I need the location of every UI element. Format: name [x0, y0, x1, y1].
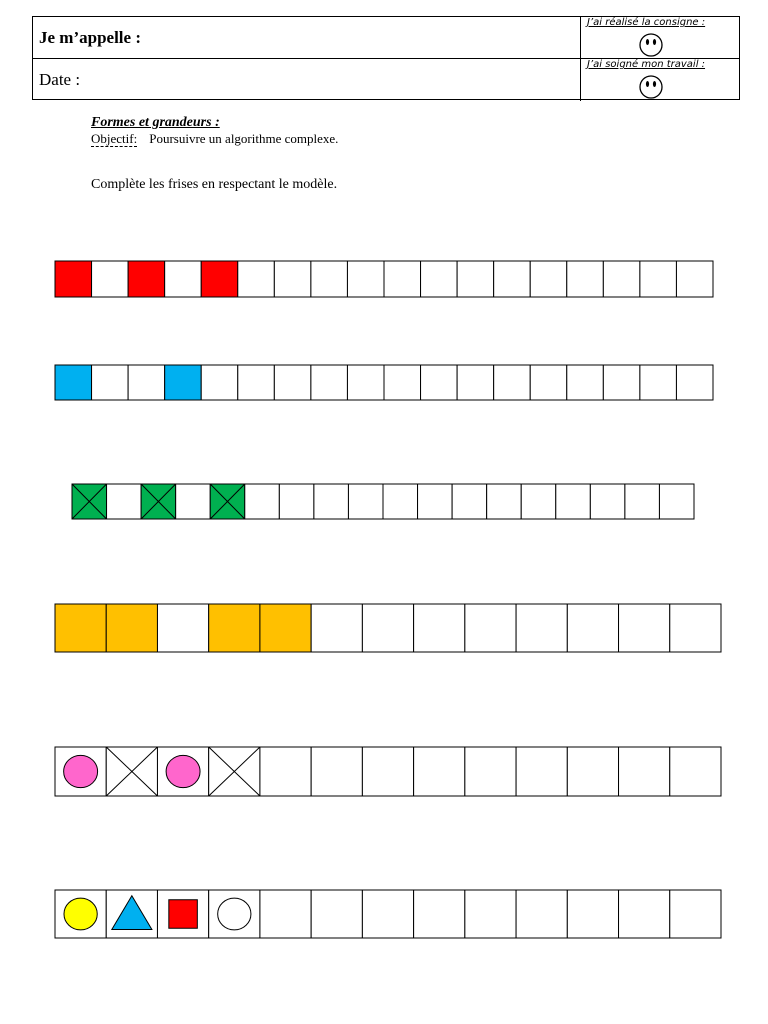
frise-cell [556, 484, 591, 519]
frise-2 [55, 365, 713, 400]
frise-cell [314, 484, 349, 519]
objective-text: Poursuivre un algorithme complexe. [149, 131, 339, 146]
frise-cell [465, 890, 516, 938]
frise-cell [209, 747, 260, 796]
frise-cell [383, 484, 418, 519]
frise-cell [55, 365, 92, 400]
frise-4 [55, 604, 721, 652]
frise-cell [516, 747, 567, 796]
frise-cell [55, 261, 92, 297]
frise-cell [414, 747, 465, 796]
frise-cell [521, 484, 556, 519]
smiley-icon [639, 33, 663, 57]
frise-cell [311, 890, 362, 938]
frise-cell [107, 484, 142, 519]
frise-cell [238, 365, 275, 400]
frise-cell [494, 261, 531, 297]
frise-cell [418, 484, 453, 519]
frise-cell [457, 261, 494, 297]
frise-cell [72, 484, 107, 519]
frise-cell [55, 890, 106, 938]
frise-cell [457, 365, 494, 400]
frise-cell [530, 365, 567, 400]
frise-cell [590, 484, 625, 519]
consigne-cell [581, 17, 739, 58]
pink-circle-icon [166, 755, 200, 787]
frise-cell [311, 747, 362, 796]
frise-cell [567, 747, 618, 796]
header-row-date [33, 59, 739, 101]
frise-cell [92, 365, 129, 400]
frise-cell [362, 747, 413, 796]
objective-label: Objectif: [91, 131, 138, 146]
frise-5 [55, 747, 721, 796]
frise-cell [567, 261, 604, 297]
frise-cell [676, 261, 713, 297]
frise-cell [670, 890, 721, 938]
frise-cell [619, 890, 670, 938]
frise-cell [670, 604, 721, 652]
frise-cell [465, 747, 516, 796]
red-square-icon [169, 900, 198, 929]
header-row-name [33, 17, 739, 59]
frise-cell [92, 261, 129, 297]
frise-cell [274, 365, 311, 400]
name-label: Je m’appelle : [33, 17, 581, 58]
frise-cell [141, 484, 176, 519]
frise-cell [260, 604, 311, 652]
frise-cell [176, 484, 211, 519]
frise-cell [567, 604, 618, 652]
frise-cell [165, 261, 202, 297]
frise-cell [209, 890, 260, 938]
frise-cell [567, 890, 618, 938]
consigne-label: J’ai réalisé la consigne : [587, 17, 706, 28]
frise-cell [452, 484, 487, 519]
frise-cell [55, 747, 106, 796]
frise-cell [625, 484, 660, 519]
frise-cell [209, 604, 260, 652]
frise-cell [659, 484, 694, 519]
frise-cell [201, 365, 238, 400]
frise-cell [670, 747, 721, 796]
frise-cell [384, 261, 421, 297]
frise-1 [55, 261, 713, 297]
section-title: Formes et grandeurs : [91, 115, 220, 130]
header-table [32, 16, 740, 100]
frise-cell [603, 261, 640, 297]
travail-cell [581, 59, 739, 101]
frise-cell [347, 365, 384, 400]
frise-cell [676, 365, 713, 400]
frise-cell [347, 261, 384, 297]
frise-cell [311, 365, 348, 400]
frise-cell [165, 365, 202, 400]
pink-circle-icon [64, 755, 98, 787]
frise-cell [128, 365, 165, 400]
frise-cell [311, 261, 348, 297]
frise-cell [421, 261, 458, 297]
frise-cell [384, 365, 421, 400]
frise-cell [465, 604, 516, 652]
frise-cell [494, 365, 531, 400]
frise-cell [567, 365, 604, 400]
yellow-circle-icon [64, 898, 97, 930]
frise-cell [245, 484, 280, 519]
frise-cell [260, 747, 311, 796]
frise-cell [516, 890, 567, 938]
frise-cell [348, 484, 383, 519]
objective [91, 131, 338, 147]
frise-cell [238, 261, 275, 297]
frise-cell [640, 365, 677, 400]
frise-cell [640, 261, 677, 297]
smiley-icon [639, 75, 663, 99]
frise-cell [619, 747, 670, 796]
frise-cell [311, 604, 362, 652]
frise-cell [421, 365, 458, 400]
travail-label: J’ai soigné mon travail : [587, 59, 706, 70]
frise-cell [106, 890, 157, 938]
date-label: Date : [33, 59, 581, 101]
frise-cell [414, 890, 465, 938]
frise-cell [157, 747, 208, 796]
frise-cell [516, 604, 567, 652]
frise-cell [106, 604, 157, 652]
frise-cell [279, 484, 314, 519]
frise-cell [414, 604, 465, 652]
frise-cell [201, 261, 238, 297]
frise-cell [128, 261, 165, 297]
frise-cell [362, 890, 413, 938]
frise-cell [619, 604, 670, 652]
frise-cell [55, 604, 106, 652]
frise-cell [106, 747, 157, 796]
frise-6 [55, 890, 721, 938]
frise-cell [487, 484, 522, 519]
white-circle-icon [218, 898, 251, 930]
frise-cell [157, 604, 208, 652]
instruction: Complète les frises en respectant le modèle. [91, 177, 338, 192]
frise-cell [260, 890, 311, 938]
frise-cell [274, 261, 311, 297]
frise-cell [210, 484, 245, 519]
frise-cell [157, 890, 208, 938]
frise-3 [72, 484, 694, 519]
frise-cell [530, 261, 567, 297]
frise-cell [603, 365, 640, 400]
frise-cell [362, 604, 413, 652]
